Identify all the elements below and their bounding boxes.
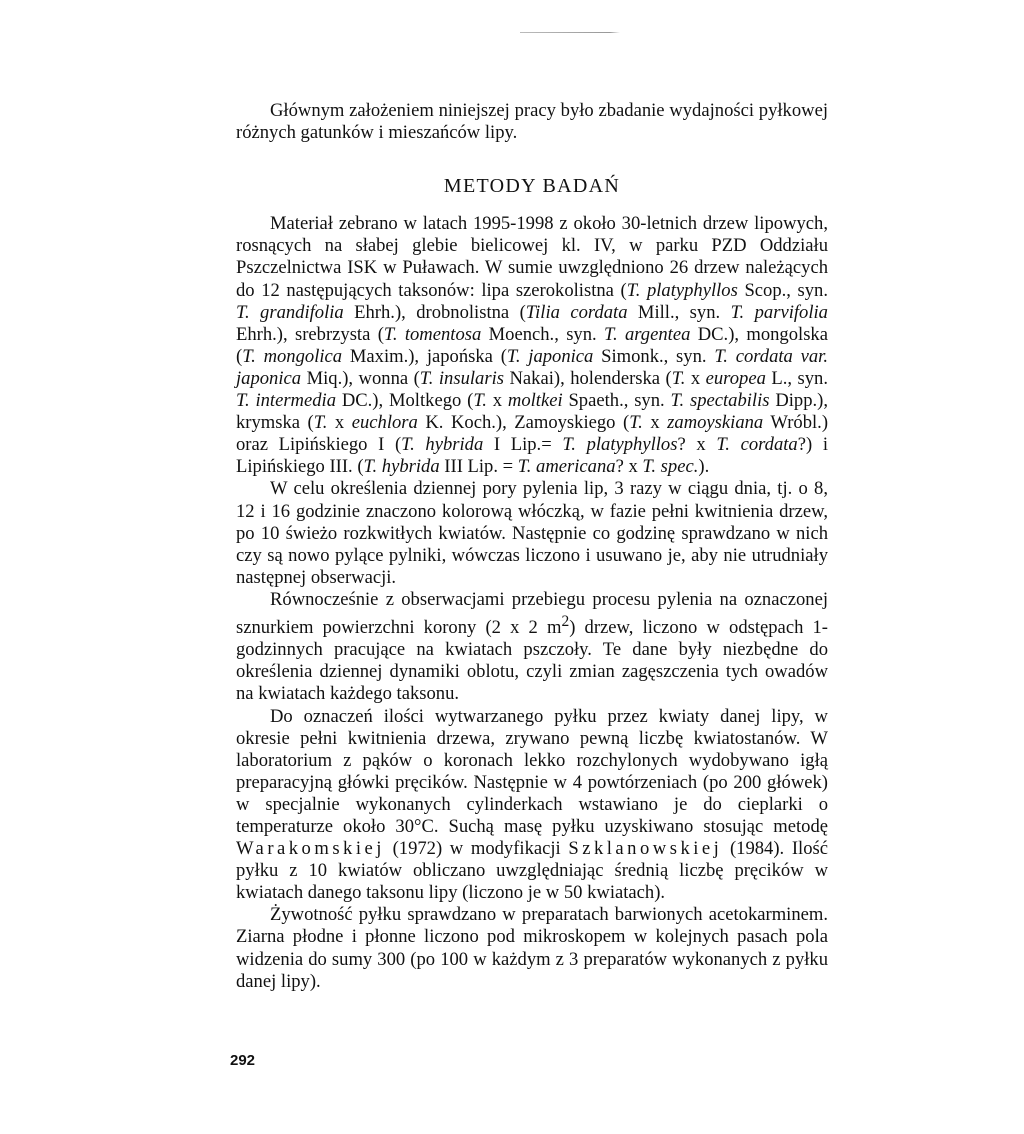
author-citation: Warakomskiej — [236, 838, 385, 860]
paragraph-material: Materiał zebrano w latach 1995-1998 z około 30-letnich drzew lipowych, rosnących na słabej glebie bielicowej kl. IV, w parku PZD Oddziału Pszczelnictwa ISK w Puławach. W sumie uwzględniono 26 drzew należących do 12 następujących taksonów: lipa szerokolistna (T. platyphyllos Scop., syn. T. grandifolia Ehrh.), drobnolistna (Tilia cordata Mill., syn. T. parvifolia Ehrh.), srebrzysta (T. tomentosa Moench., syn. T. argentea DC.), mongolska (T. mongolica Maxim.), japońska (T. japonica Simonk., syn. T. cordata var. japonica Miq.), wonna (T. insularis Nakai), holenderska (T. x europea L., syn. T. intermedia DC.), Moltkego (T. x moltkei Spaeth., syn. T. spectabilis Dipp.), krymska (T. x euchlora K. Koch.), Zamoyskiego (T. x zamoyskiana Wróbl.) oraz Lipińskiego I (T. hybrida I Lip.= T. platyphyllos? x T. cordata?) i Lipińskiego III. (T. hybrida III Lip. = T. americana? x T. spec.). — [236, 213, 829, 478]
paragraph-pollination-time: W celu określenia dziennej pory pylenia lip, 3 razy w ciągu dnia, tj. o 8, 12 i 16 godzinie znaczono kolorową włóczką, w fazie pełni kwitnienia drzew, po 10 świeżo rozkwitłych kwiatów. Następnie co godzinę sprawdzano w nich czy są nowo pylące pylniki, wówczas liczono i usuwano je, aby nie utrudniały następnej obserwacji. — [236, 478, 828, 588]
page-number: 292 — [230, 1052, 256, 1069]
paragraph-pollen-mass: Do oznaczeń ilości wytwarzanego pyłku przez kwiaty danej lipy, w okresie pełni kwitnienia drzewa, zrywano pewną liczbę kwiatostanów. W laboratorium z pąków o koronach lekko rozchylonych wydobywano igłą preparacyjną główki pręcików. Następnie w 4 powtórzeniach (po 200 główek) w specjalnie wykonanych cylinderkach wstawiano je do cieplarki o temperaturze około 30°C. Suchą masę pyłku uzyskiwano stosując metodę Warakomskiej (1972) w modyfikacji Szklanowskiej (1984). Ilość pyłku z 10 kwiatów obliczano uwzględniając średnią liczbę pręcików w kwiatach danego taksonu lipy (liczono je w 50 kwiatach). — [236, 705, 828, 904]
scan-artifact-line — [370, 32, 650, 33]
paragraph-bee-counts: Równocześnie z obserwacjami przebiegu procesu pylenia na oznaczonej sznurkiem powierzchni korony (2 x 2 $m^2$) drzew, liczono w odstępach 1-godzinnych pracujące na kwiatach pszczoły. Te dane były niezbędne do określenia dziennej dynamiki oblotu, czyli zmian zagęszczenia tych owadów na kwiatach każdego taksonu. — [236, 588, 829, 705]
body-text — [236, 100, 828, 993]
section-heading: METODY BADAŃ — [443, 175, 621, 198]
intro-paragraph: Głównym założeniem niniejszej pracy było zbadanie wydajności pyłkowej różnych gatunków i mieszańców lipy. — [236, 100, 828, 144]
author-citation: Szklanowskiej — [568, 838, 723, 860]
paragraph-viability: Żywotność pyłku sprawdzano w preparatach barwionych acetokarminem. Ziarna płodne i płonne liczono pod mikroskopem w kolejnych pasach pola widzenia do sumy 300 (po 100 w każdym z 3 preparatów wykonanych z pyłku danej lipy). — [236, 904, 828, 992]
